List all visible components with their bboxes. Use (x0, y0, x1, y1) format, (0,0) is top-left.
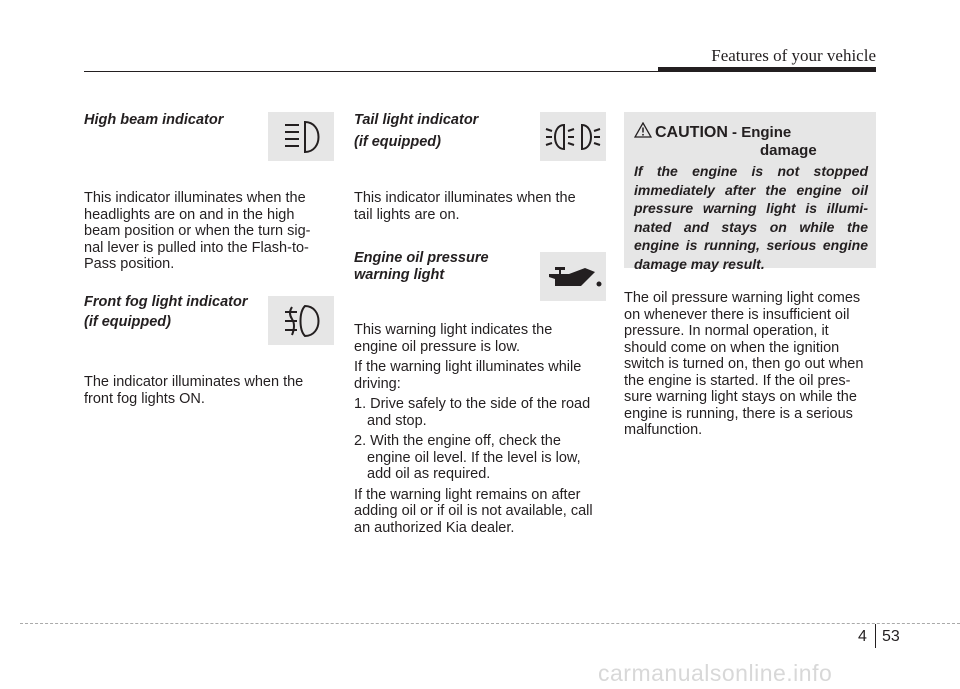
body-line: If the warning light remains on after (354, 486, 581, 503)
page-number: 53 (882, 628, 900, 645)
body-line: engine oil pressure is low. (354, 338, 521, 355)
front-fog-body (84, 374, 334, 407)
body-line: Pass position. (84, 256, 175, 272)
caution-title (634, 122, 817, 160)
oil-can-icon (540, 252, 606, 301)
body-line: pressure. In normal operation, it (624, 323, 829, 339)
section-title: Features of your vehicle (711, 46, 876, 65)
body-line: This indicator illuminates when the (84, 190, 306, 206)
body-line: malfunction. (624, 422, 703, 438)
oil-explanation-body (624, 290, 876, 439)
body-line: headlights are on and in the high (84, 206, 295, 223)
step-1: 1. Drive safely to the side of the road and stop. (354, 396, 591, 429)
caution-text: If the engine is not stopped immediately after the engine oil pressure warning light is illumi-nated and stays on while the engine is running, serious engine damage may result. (634, 163, 868, 272)
body-line: If the warning light illuminates while (354, 359, 582, 375)
front-fog-light-icon (268, 296, 334, 345)
body-line: the engine is started. If the oil pres- (624, 372, 851, 389)
tail-light-heading-line2: (if equipped) (354, 134, 441, 150)
chapter-number: 4 (858, 628, 867, 645)
body-line: sure warning light stays on while the (624, 389, 857, 405)
body-line: driving: (354, 375, 401, 392)
front-fog-section (84, 292, 264, 332)
header-rule-accent (658, 67, 876, 72)
page-divider (875, 624, 876, 648)
oil-pressure-heading-line1: Engine oil pressure (354, 250, 489, 266)
high-beam-body (84, 190, 334, 273)
caution-title-line2: damage (760, 142, 817, 159)
body-line: on whenever there is insufficient oil (624, 306, 850, 323)
high-beam-heading: High beam indicator (84, 112, 224, 128)
body-line: adding oil or if oil is not available, call (354, 503, 593, 519)
step-2: 2. With the engine off, check the engine oil level. If the level is low, add oil as required. (354, 433, 581, 482)
tail-light-icon (540, 112, 606, 161)
body-line: engine is running, there is a serious (624, 405, 853, 422)
front-fog-heading-line2: (if equipped) (84, 314, 171, 330)
body-line: The oil pressure warning light comes (624, 290, 861, 306)
footer-rule (20, 623, 960, 625)
caution-box (624, 112, 876, 272)
body-line: beam position or when the turn sig- (84, 223, 311, 239)
high-beam-icon (268, 112, 334, 161)
oil-pressure-body (354, 322, 604, 536)
oil-pressure-section (354, 250, 534, 284)
caution-title-suffix: - Engine (727, 124, 792, 141)
body-line: nal lever is pulled into the Flash-to- (84, 239, 309, 256)
tail-light-section (354, 110, 534, 152)
warning-triangle-icon (634, 122, 652, 138)
body-line: This indicator illuminates when the (354, 190, 576, 206)
body-line: front fog lights ON. (84, 390, 205, 407)
body-line: should come on when the ignition (624, 339, 840, 356)
body-line: switch is turned on, then go out when (624, 356, 864, 372)
caution-label: CAUTION (655, 124, 728, 141)
tail-light-body (354, 190, 604, 223)
watermark: carmanualsonline.info (598, 660, 833, 686)
front-fog-heading-line1: Front fog light indicator (84, 294, 248, 310)
body-line: This warning light indicates the (354, 322, 553, 338)
body-line: tail lights are on. (354, 206, 460, 223)
body-line: The indicator illuminates when the (84, 374, 304, 390)
body-line: an authorized Kia dealer. (354, 519, 515, 536)
oil-pressure-heading-line2: warning light (354, 267, 445, 283)
tail-light-heading-line1: Tail light indicator (354, 112, 479, 128)
